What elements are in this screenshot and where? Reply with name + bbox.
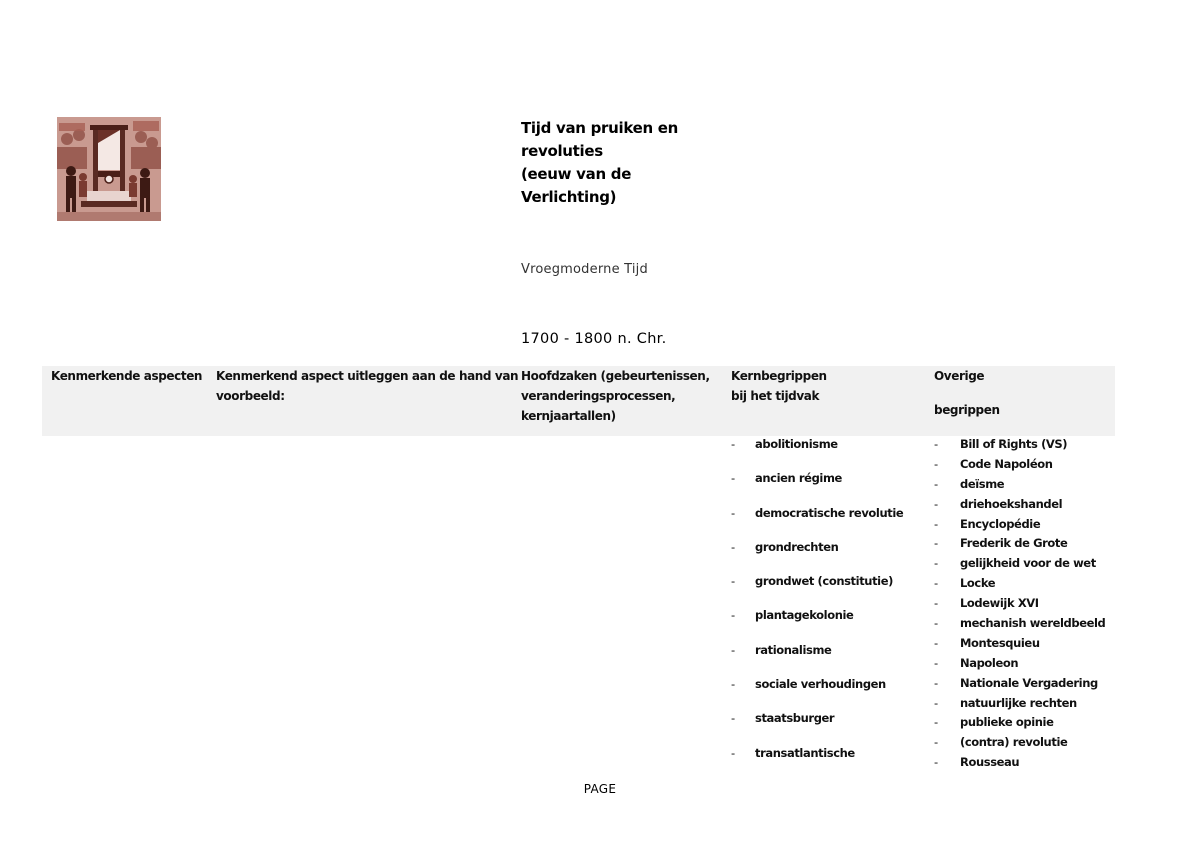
list-item-text: Encyclopédie	[960, 516, 1041, 531]
column-header-hoofdzaken	[521, 366, 710, 426]
title-line: Verlichting)	[521, 188, 617, 206]
kernbegrippen-list	[731, 437, 921, 780]
bullet-dash: -	[934, 695, 938, 710]
list-item	[934, 457, 1114, 477]
bullet-dash: -	[934, 516, 938, 531]
list-item	[731, 677, 921, 711]
title-line: revoluties	[521, 142, 603, 160]
list-item-text: grondwet (constitutie)	[755, 574, 893, 589]
column-header-label: Kenmerkende aspecten	[51, 369, 203, 383]
period-label: 1700 - 1800 n. Chr.	[521, 331, 667, 347]
list-item-text: ancien régime	[755, 471, 842, 486]
list-item	[731, 471, 921, 505]
list-item	[934, 715, 1114, 735]
bullet-dash: -	[934, 476, 938, 491]
list-item-text: Montesquieu	[960, 635, 1040, 650]
bullet-dash: -	[934, 596, 938, 611]
column-header-line: begrippen	[934, 403, 1000, 417]
column-header-overige-begrippen	[934, 366, 1000, 420]
overige-begrippen-list	[934, 437, 1114, 775]
list-item-text: driehoekshandel	[960, 496, 1063, 511]
column-header-kenmerkende-aspecten	[51, 366, 202, 386]
list-item	[934, 636, 1114, 656]
bullet-dash: -	[731, 677, 735, 692]
list-item-text: rationalisme	[755, 642, 832, 657]
list-item-text: publieke opinie	[960, 715, 1054, 730]
column-header-kernbegrippen	[731, 366, 827, 406]
list-item	[731, 437, 921, 471]
bullet-dash: -	[934, 735, 938, 750]
column-header-line: kernjaartallen)	[521, 409, 616, 423]
list-item	[934, 596, 1114, 616]
column-header-line: Overige	[934, 369, 985, 383]
list-item-text: transatlantische	[755, 745, 855, 760]
column-header-line: Hoofdzaken (gebeurtenissen,	[521, 369, 710, 383]
list-item	[934, 477, 1114, 497]
bullet-dash: -	[934, 616, 938, 631]
list-item-text: Rousseau	[960, 755, 1020, 770]
bullet-dash: -	[731, 539, 735, 554]
list-item-text: Nationale Vergadering	[960, 675, 1098, 690]
bullet-dash: -	[934, 675, 938, 690]
list-item	[934, 656, 1114, 676]
bullet-dash: -	[731, 574, 735, 589]
bullet-dash: -	[934, 556, 938, 571]
list-item	[934, 437, 1114, 457]
list-item-text: democratische revolutie	[755, 505, 904, 520]
list-item-text: gelijkheid voor de wet	[960, 556, 1096, 571]
bullet-dash: -	[731, 437, 735, 451]
title-line: (eeuw van de	[521, 165, 632, 183]
bullet-dash: -	[934, 437, 938, 451]
list-item-text: sociale verhoudingen	[755, 677, 886, 692]
list-item	[934, 755, 1114, 775]
bullet-dash: -	[731, 505, 735, 520]
list-item-text: Code Napoléon	[960, 456, 1053, 471]
list-item-text: abolitionisme	[755, 437, 838, 451]
column-header-gap	[934, 386, 1000, 400]
list-item	[934, 696, 1114, 716]
bullet-dash: -	[934, 655, 938, 670]
list-item-text: natuurlijke rechten	[960, 695, 1077, 710]
bullet-dash: -	[731, 745, 735, 760]
list-item	[731, 746, 921, 780]
list-item	[934, 676, 1114, 696]
list-item-text: (contra) revolutie	[960, 735, 1068, 750]
bullet-dash: -	[731, 642, 735, 657]
list-item	[731, 711, 921, 745]
list-item	[934, 556, 1114, 576]
list-item-text: grondrechten	[755, 539, 839, 554]
list-item-text: Napoleon	[960, 655, 1019, 670]
guillotine-illustration-icon	[57, 117, 161, 221]
bullet-dash: -	[934, 536, 938, 551]
column-header-line: voorbeeld:	[216, 389, 285, 403]
bullet-dash: -	[731, 471, 735, 486]
bullet-dash: -	[934, 496, 938, 511]
list-item	[731, 608, 921, 642]
column-header-line: Kernbegrippen	[731, 369, 827, 383]
list-item-text: plantagekolonie	[755, 608, 854, 623]
bullet-dash: -	[934, 576, 938, 591]
bullet-dash: -	[934, 456, 938, 471]
title-line: Tijd van pruiken en	[521, 119, 679, 137]
list-item	[934, 576, 1114, 596]
list-item-text: mechanish wereldbeeld	[960, 616, 1106, 631]
bullet-dash: -	[934, 635, 938, 650]
list-item-text: Frederik de Grote	[960, 536, 1068, 551]
page-title	[521, 117, 711, 209]
bullet-dash: -	[731, 711, 735, 726]
page-footer: PAGE	[583, 782, 617, 796]
list-item-text: staatsburger	[755, 711, 835, 726]
list-item	[934, 497, 1114, 517]
bullet-dash: -	[934, 755, 938, 770]
bullet-dash: -	[934, 715, 938, 730]
list-item	[731, 506, 921, 540]
list-item	[731, 574, 921, 608]
list-item	[934, 616, 1114, 636]
list-item	[731, 643, 921, 677]
era-label: Vroegmoderne Tijd	[521, 262, 648, 277]
column-header-line: Kenmerkend aspect uitleggen aan de hand van	[216, 369, 519, 383]
list-item	[934, 536, 1114, 556]
list-item-text: Bill of Rights (VS)	[960, 437, 1068, 451]
list-item-text: Lodewijk XVI	[960, 596, 1039, 611]
column-header-line: bij het tijdvak	[731, 389, 820, 403]
list-item	[731, 540, 921, 574]
column-header-uitleggen	[216, 366, 519, 406]
list-item	[934, 735, 1114, 755]
bullet-dash: -	[731, 608, 735, 623]
list-item-text: deïsme	[960, 476, 1005, 491]
column-header-line: veranderingsprocessen,	[521, 389, 676, 403]
list-item	[934, 517, 1114, 537]
list-item-text: Locke	[960, 576, 996, 591]
